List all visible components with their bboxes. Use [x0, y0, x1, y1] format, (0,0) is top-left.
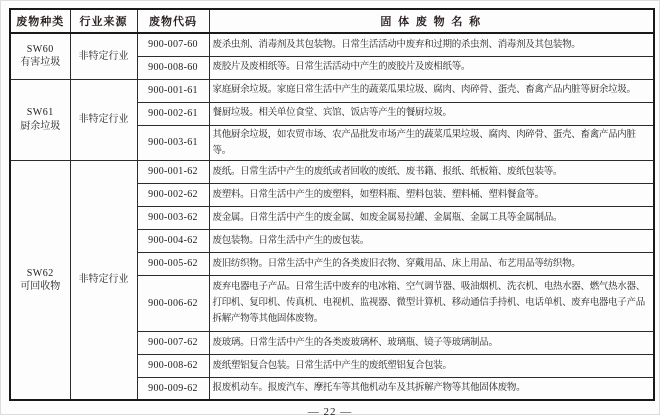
name-cell: 餐厨垃圾。相关单位食堂、宾馆、饭店等产生的餐厨垃圾。	[209, 102, 654, 125]
code-cell: 900-003-61	[137, 125, 209, 160]
name-cell: 家庭厨余垃圾。家庭日常生活中产生的蔬菜瓜果垃圾、腐肉、肉碎骨、蛋壳、畜禽产品内脏等厨余垃圾。	[209, 79, 654, 102]
category-name: 有害垃圾	[20, 57, 61, 69]
code-cell: 900-003-62	[137, 206, 209, 229]
category-code: SW60	[26, 43, 54, 55]
category-cell-sw61	[10, 79, 70, 160]
category-cell-sw62	[10, 160, 70, 400]
code-cell: 900-001-62	[137, 160, 209, 183]
code-cell: 900-008-60	[137, 56, 209, 79]
code-cell: 900-004-62	[137, 229, 209, 252]
code-cell: 900-007-60	[137, 33, 209, 56]
source-cell-sw61: 非特定行业	[70, 79, 137, 160]
name-cell: 废纸。日常生活中产生的废纸或者回收的废纸、废书籍、报纸、纸板箱、废纸包装等。	[209, 160, 654, 183]
name-cell: 报废机动车。报废汽车、摩托车等其他机动车及其拆解产物等其他固体废物。	[209, 377, 654, 400]
code-cell: 900-009-62	[137, 377, 209, 400]
category-cell-sw60	[10, 33, 70, 79]
col-header-waste-code: 废物代码	[137, 9, 209, 33]
col-header-industry-source: 行业来源	[70, 9, 137, 33]
waste-classification-table	[9, 8, 655, 401]
code-cell: 900-002-61	[137, 102, 209, 125]
source-cell-sw62: 非特定行业	[70, 160, 137, 400]
name-cell: 废纸塑铝复合包装。日常生活中产生的废纸塑铝复合包装。	[209, 354, 654, 377]
table-row	[10, 33, 654, 56]
code-cell: 900-007-62	[137, 331, 209, 354]
name-cell: 废杀虫剂、消毒剂及其包装物。日常生活活动中废弃和过期的杀虫剂、消毒剂及其包装物。	[209, 33, 654, 56]
code-cell: 900-005-62	[137, 252, 209, 275]
table-row	[10, 79, 654, 102]
category-name: 厨余垃圾	[20, 120, 61, 132]
table-row	[10, 160, 654, 183]
code-cell: 900-008-62	[137, 354, 209, 377]
name-cell: 废玻璃。日常生活中产生的各类废玻璃杯、玻璃瓶、镜子等玻璃制品。	[209, 331, 654, 354]
name-cell: 废金属。日常生活中产生的废金属、如废金属易拉罐、金属瓶、金属工具等金属制品。	[209, 206, 654, 229]
name-cell: 废包装物。日常生活中产生的废包装。	[209, 229, 654, 252]
page-number: — 22 —	[307, 406, 353, 418]
header-row	[10, 9, 654, 33]
name-cell: 其他厨余垃圾，如农贸市场、农产品批发市场产生的蔬菜瓜果垃圾、腐肉、肉碎骨、蛋壳、畜禽产品内脏等。	[209, 125, 654, 160]
name-cell: 废塑料。日常生活中产生的废塑料，如塑料瓶、塑料包装、塑料桶、塑料餐盒等。	[209, 183, 654, 206]
code-cell: 900-006-62	[137, 275, 209, 331]
category-code: SW62	[26, 267, 54, 279]
name-cell: 废胶片及废相纸等。日常生活活动中产生的废胶片及废相纸等。	[209, 56, 654, 79]
code-cell: 900-002-62	[137, 183, 209, 206]
col-header-waste-category: 废物种类	[10, 9, 70, 33]
name-cell: 废旧纺织物。日常生活中产生的各类废旧衣物、穿戴用品、床上用品、布艺用品等纺织物。	[209, 252, 654, 275]
name-cell: 废弃电器电子产品。日常生活中废弃的电冰箱、空气调节器、吸油烟机、洗衣机、电热水器、燃气热水器、打印机、复印机、传真机、电视机、监视器、微型计算机、移动通信手持机、电话单机、废弃电器电子产品拆解产物等其他固体废物。	[209, 275, 654, 331]
category-code: SW61	[26, 107, 54, 119]
col-header-solid-waste-name: 固 体 废 物 名 称	[209, 9, 654, 33]
source-cell-sw60: 非特定行业	[70, 33, 137, 79]
code-cell: 900-001-61	[137, 79, 209, 102]
category-name: 可回收物	[20, 281, 61, 293]
